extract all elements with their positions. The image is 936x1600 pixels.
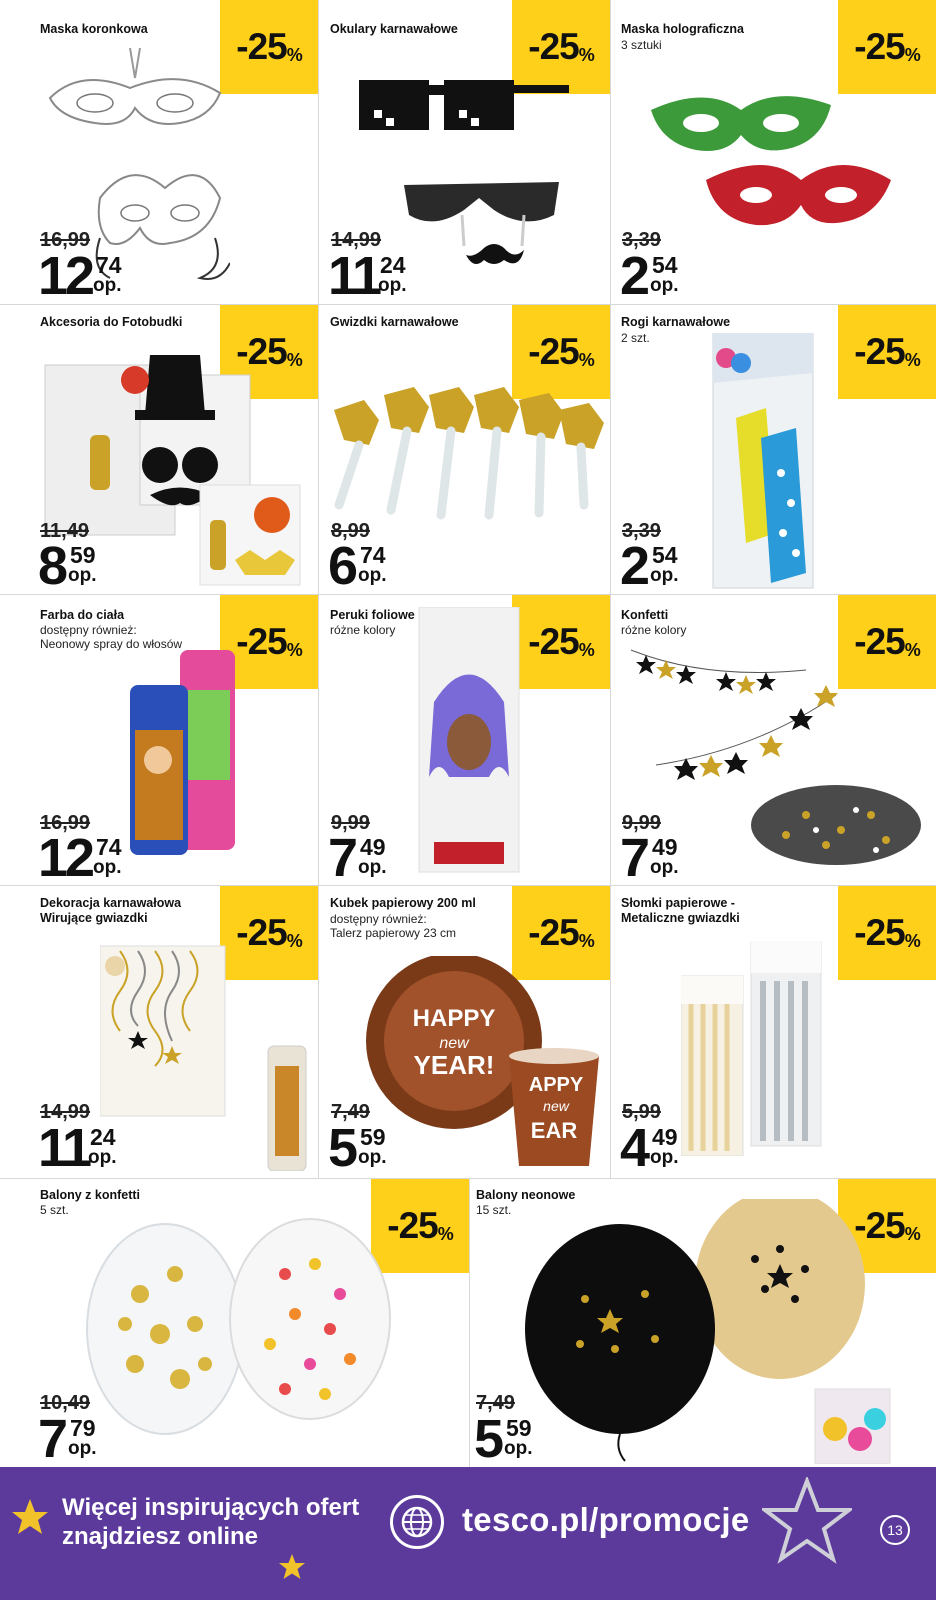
product-card[interactable]: Gwizdki karnawałowe -25% 8,99 6 74 op. bbox=[319, 305, 610, 594]
product-title: Maska holograficzna bbox=[621, 22, 744, 36]
old-price: 3,39 bbox=[622, 229, 661, 251]
product-card[interactable]: Peruki foliowe różne kolory -25% 9,99 7 49 op. bbox=[319, 595, 610, 885]
old-price: 9,99 bbox=[622, 812, 661, 834]
page-number: 13 bbox=[880, 1515, 910, 1545]
old-price: 7,49 bbox=[476, 1392, 515, 1414]
holographic-mask-image bbox=[646, 85, 896, 250]
product-title: Maska koronkowa bbox=[40, 22, 148, 36]
confetti-balloons-image bbox=[85, 1214, 395, 1464]
paper-plate-cup-image bbox=[364, 956, 604, 1171]
product-title: Dekoracja karnawałowa Wirujące gwiazdki bbox=[40, 896, 182, 925]
product-subtitle: dostępny również: Neonowy spray do włosów bbox=[40, 623, 183, 651]
plate-text-line1: HAPPY bbox=[412, 1005, 496, 1032]
discount-badge: -25% bbox=[220, 0, 318, 94]
globe-icon bbox=[390, 1495, 444, 1549]
product-card[interactable]: Balony neonowe 15 szt. -25% 7,49 5 59 op. bbox=[470, 1179, 936, 1467]
product-title: Kubek papierowy 200 ml bbox=[330, 896, 476, 910]
old-price: 16,99 bbox=[40, 812, 91, 834]
footer-text bbox=[62, 1493, 359, 1551]
star-icon bbox=[278, 1553, 306, 1581]
product-title: Peruki foliowe bbox=[330, 608, 415, 622]
discount-badge: -25% bbox=[838, 305, 936, 399]
cup-text-line2: new bbox=[543, 1098, 569, 1114]
product-subtitle: 2 szt. bbox=[621, 331, 650, 345]
product-subtitle: dostępny również: Talerz papierowy 23 cm bbox=[330, 912, 457, 940]
product-title: Okulary karnawałowe bbox=[330, 22, 458, 36]
neon-balloons-image bbox=[525, 1199, 905, 1464]
discount-badge: -25% bbox=[838, 1179, 936, 1273]
product-subtitle: 3 sztuki bbox=[621, 38, 662, 52]
discount-badge: -25% bbox=[512, 886, 610, 980]
party-horns-image bbox=[711, 333, 821, 593]
product-card[interactable]: Konfetti różne kolory -25% 9,99 7 49 op. bbox=[611, 595, 936, 885]
old-price: 16,99 bbox=[40, 229, 91, 251]
product-card[interactable]: Maska holograficzna 3 sztuki -25% 3,39 2 54 op. bbox=[611, 0, 936, 304]
old-price: 14,99 bbox=[331, 229, 382, 251]
product-title: Konfetti bbox=[621, 608, 669, 622]
body-paint-cans-image bbox=[130, 650, 240, 860]
product-card[interactable]: Maska koronkowa -25% 16,99 12 74 op. bbox=[0, 0, 318, 304]
product-title: Akcesoria do Fotobudki bbox=[40, 315, 183, 329]
party-blowers-image bbox=[329, 385, 609, 525]
old-price: 7,49 bbox=[331, 1101, 370, 1123]
old-price: 5,99 bbox=[622, 1101, 661, 1123]
promo-footer bbox=[0, 1467, 936, 1600]
old-price: 9,99 bbox=[331, 812, 370, 834]
plate-text-line3: YEAR! bbox=[413, 1050, 495, 1080]
old-price: 8,99 bbox=[331, 520, 370, 542]
discount-badge: -25% bbox=[838, 886, 936, 980]
discount-badge: -25% bbox=[512, 0, 610, 94]
foil-wig-image bbox=[414, 607, 524, 877]
product-subtitle: 15 szt. bbox=[476, 1203, 512, 1217]
discount-badge: -25% bbox=[512, 305, 610, 399]
product-title: Balony z konfetti bbox=[40, 1188, 141, 1202]
discount-badge: -25% bbox=[220, 305, 318, 399]
product-subtitle: różne kolory bbox=[330, 623, 396, 637]
discount-badge: -25% bbox=[220, 886, 318, 980]
product-title: Balony neonowe bbox=[476, 1188, 576, 1202]
product-card[interactable]: Słomki papierowe - Metaliczne gwiazdki -25% 5,99 4 49 op. bbox=[611, 886, 936, 1178]
product-card[interactable]: Kubek papierowy 200 ml dostępny również: Talerz papierowy 23 cm -25% HAPPY new YEAR! APPY new EAR 7,49 5 59 op. bbox=[319, 886, 610, 1178]
old-price: 3,39 bbox=[622, 520, 661, 542]
discount-badge: -25% bbox=[371, 1179, 469, 1273]
discount-badge: -25% bbox=[838, 595, 936, 689]
cup-text-line3: EAR bbox=[530, 1118, 578, 1143]
star-icon bbox=[10, 1497, 50, 1537]
product-card[interactable]: Okulary karnawałowe -25% 14,99 11 24 op. bbox=[319, 0, 610, 304]
cup-text-line1: APPY bbox=[528, 1074, 584, 1096]
old-price: 10,49 bbox=[40, 1392, 91, 1414]
product-title: Słomki papierowe - Metaliczne gwiazdki bbox=[621, 896, 740, 925]
product-card[interactable]: Farba do ciała dostępny również: Neonowy spray do włosów -25% 16,99 12 74 op. bbox=[0, 595, 318, 885]
promo-link[interactable]: tesco.pl/promocje bbox=[462, 1501, 750, 1538]
product-title: Farba do ciała bbox=[40, 608, 125, 622]
old-price: 14,99 bbox=[40, 1101, 91, 1123]
product-title: Gwizdki karnawałowe bbox=[330, 315, 459, 329]
product-card[interactable]: Rogi karnawałowe 2 szt. -25% 3,39 2 54 op. bbox=[611, 305, 936, 594]
product-subtitle: różne kolory bbox=[621, 623, 687, 637]
product-subtitle: 5 szt. bbox=[40, 1203, 69, 1217]
product-card[interactable]: Akcesoria do Fotobudki -25% 11,49 8 59 op. bbox=[0, 305, 318, 594]
paper-straws-image bbox=[681, 941, 831, 1156]
old-price: 11,49 bbox=[40, 520, 89, 542]
star-icon bbox=[762, 1477, 852, 1567]
product-card[interactable]: Balony z konfetti 5 szt. -25% 10,49 7 79 op. bbox=[0, 1179, 469, 1467]
product-title: Rogi karnawałowe bbox=[621, 315, 731, 329]
footer-line1: Więcej inspirujących ofert bbox=[62, 1494, 360, 1521]
footer-line2: znajdziesz online bbox=[62, 1523, 259, 1550]
product-card[interactable]: Dekoracja karnawałowa Wirujące gwiazdki -25% 14,99 11 24 op. bbox=[0, 886, 318, 1178]
discount-badge: -25% bbox=[838, 0, 936, 94]
discount-badge: -25% bbox=[220, 595, 318, 689]
swirl-decoration-image bbox=[100, 941, 310, 1171]
plate-text-line2: new bbox=[439, 1035, 469, 1052]
discount-badge: -25% bbox=[512, 595, 610, 689]
